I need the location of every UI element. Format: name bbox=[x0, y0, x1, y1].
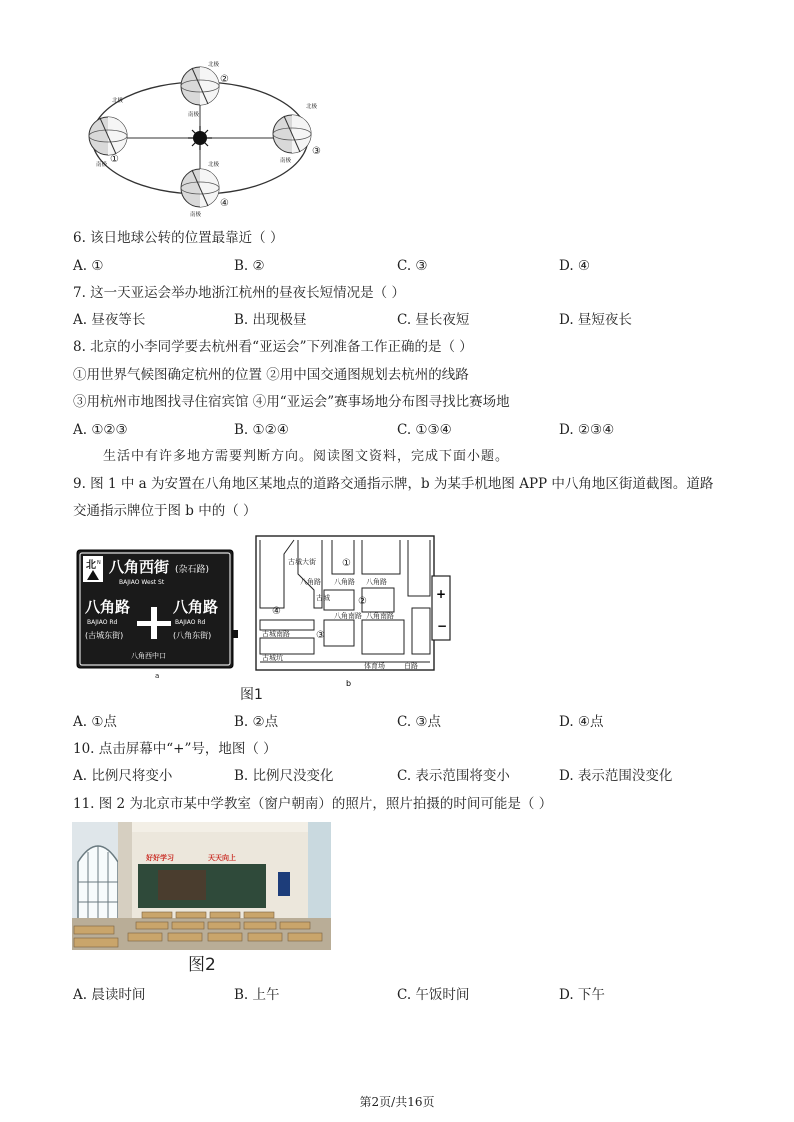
q11-option-b[interactable]: B. 上午 bbox=[234, 987, 280, 1003]
svg-text:①: ① bbox=[110, 154, 119, 165]
zoom-in-icon: + bbox=[436, 587, 447, 601]
svg-text:古城南路: 古城南路 bbox=[262, 630, 290, 638]
street-map-figure bbox=[254, 534, 454, 690]
q10-option-b[interactable]: B. 比例尺没变化 bbox=[234, 768, 334, 784]
q10-option-c[interactable]: C. 表示范围将变小 bbox=[397, 768, 510, 784]
svg-text:(八角东街): (八角东街) bbox=[173, 631, 212, 640]
svg-text:④: ④ bbox=[220, 198, 229, 209]
svg-text:古城大街: 古城大街 bbox=[288, 558, 316, 566]
svg-text:北: 北 bbox=[86, 560, 96, 571]
svg-text:北极: 北极 bbox=[208, 62, 220, 68]
svg-text:BAJIAO Rd: BAJIAO Rd bbox=[175, 619, 206, 626]
zoom-out-icon: − bbox=[437, 619, 448, 633]
q9-option-b[interactable]: B. ②点 bbox=[234, 714, 279, 730]
earth-orbit-figure bbox=[80, 58, 340, 220]
svg-text:天天向上: 天天向上 bbox=[208, 854, 236, 862]
q6-option-a[interactable]: A. ① bbox=[73, 258, 104, 274]
earth-left bbox=[89, 117, 127, 155]
svg-text:③: ③ bbox=[316, 630, 325, 641]
svg-text:八角路: 八角路 bbox=[85, 598, 131, 616]
q8-option-d[interactable]: D. ②③④ bbox=[559, 422, 615, 438]
q8-option-c[interactable]: C. ①③④ bbox=[397, 422, 452, 438]
q9-stem-line2: 交通指示牌位于图 b 中的（ ） bbox=[73, 503, 257, 519]
earth-bottom bbox=[181, 169, 219, 207]
traffic-sign-figure bbox=[75, 548, 240, 680]
svg-text:北极: 北极 bbox=[112, 98, 124, 104]
q6-stem: 6. 该日地球公转的位置最靠近（ ） bbox=[73, 230, 284, 246]
svg-text:古城: 古城 bbox=[316, 594, 330, 602]
svg-text:白路: 白路 bbox=[404, 662, 418, 670]
q6-option-d[interactable]: D. ④ bbox=[559, 258, 591, 274]
q10-option-d[interactable]: D. 表示范围没变化 bbox=[559, 768, 673, 784]
svg-text:③: ③ bbox=[312, 146, 321, 157]
q7-option-b[interactable]: B. 出现极昼 bbox=[234, 312, 307, 328]
earth-right bbox=[273, 115, 311, 153]
q7-stem: 7. 这一天亚运会举办地浙江杭州的昼夜长短情况是（ ） bbox=[73, 285, 405, 301]
svg-text:古城坑: 古城坑 bbox=[262, 654, 283, 662]
q10-stem: 10. 点击屏幕中“+”号，地图（ ） bbox=[73, 741, 277, 757]
q11-stem: 11. 图 2 为北京市某中学教室（窗户朝南）的照片，照片拍摄的时间可能是（ ） bbox=[73, 796, 553, 812]
svg-text:八角西街: 八角西街 bbox=[109, 558, 170, 576]
q8-option-a[interactable]: A. ①②③ bbox=[73, 422, 128, 438]
q9-option-c[interactable]: C. ③点 bbox=[397, 714, 442, 730]
q8-statement-2: ③用杭州市地图找寻住宿宾馆 ④用“亚运会”赛事场地分布图寻找比赛场地 bbox=[73, 394, 510, 410]
q6-option-c[interactable]: C. ③ bbox=[397, 258, 428, 274]
svg-text:八角南路: 八角南路 bbox=[334, 612, 362, 620]
svg-text:南极: 南极 bbox=[280, 158, 292, 164]
svg-text:南极: 南极 bbox=[96, 162, 108, 168]
q7-option-c[interactable]: C. 昼长夜短 bbox=[397, 312, 470, 328]
q11-option-d[interactable]: D. 下午 bbox=[559, 987, 605, 1003]
svg-text:(杂石路): (杂石路) bbox=[175, 565, 210, 575]
q8-option-b[interactable]: B. ①②④ bbox=[234, 422, 289, 438]
q9-stem-line1: 9. 图 1 中 a 为安置在八角地区某地点的道路交通指示牌，b 为某手机地图 APP 中八角地区街道截图。道路 bbox=[73, 476, 714, 492]
figure-1-caption: 图1 bbox=[240, 687, 263, 703]
svg-text:BAJIAO Rd: BAJIAO Rd bbox=[87, 619, 118, 626]
svg-text:八角路: 八角路 bbox=[300, 578, 321, 586]
svg-text:BAJIAO West St: BAJIAO West St bbox=[119, 579, 165, 586]
q7-option-d[interactable]: D. 昼短夜长 bbox=[559, 312, 632, 328]
svg-text:八角南路: 八角南路 bbox=[366, 612, 394, 620]
svg-text:b: b bbox=[346, 679, 352, 688]
reading-intro: 生活中有许多地方需要判断方向。阅读图文资料，完成下面小题。 bbox=[103, 449, 510, 464]
q11-option-c[interactable]: C. 午饭时间 bbox=[397, 987, 470, 1003]
q9-option-a[interactable]: A. ①点 bbox=[73, 714, 117, 730]
svg-text:②: ② bbox=[220, 74, 229, 85]
svg-text:④: ④ bbox=[272, 606, 281, 617]
svg-text:①: ① bbox=[342, 558, 351, 569]
svg-text:南极: 南极 bbox=[188, 112, 200, 118]
q8-stem: 8. 北京的小李同学要去杭州看“亚运会”下列准备工作正确的是（ ） bbox=[73, 339, 473, 355]
q8-statement-1: ①用世界气候图确定杭州的位置 ②用中国交通图规划去杭州的线路 bbox=[73, 367, 469, 383]
svg-text:八角西中口: 八角西中口 bbox=[131, 652, 166, 660]
svg-text:N: N bbox=[97, 560, 101, 566]
earth-top bbox=[181, 67, 219, 105]
svg-text:好好学习: 好好学习 bbox=[146, 854, 174, 862]
svg-text:(古城东街): (古城东街) bbox=[85, 631, 124, 640]
classroom-photo bbox=[72, 822, 331, 950]
svg-text:北极: 北极 bbox=[208, 162, 220, 168]
figure-2-caption: 图2 bbox=[188, 955, 216, 975]
svg-text:八角路: 八角路 bbox=[334, 578, 355, 586]
svg-text:南极: 南极 bbox=[190, 212, 202, 218]
q11-option-a[interactable]: A. 晨读时间 bbox=[73, 987, 146, 1003]
q10-option-a[interactable]: A. 比例尺将变小 bbox=[73, 768, 173, 784]
svg-text:a: a bbox=[155, 672, 160, 680]
svg-text:体育场: 体育场 bbox=[364, 662, 385, 670]
q6-option-b[interactable]: B. ② bbox=[234, 258, 265, 274]
page-footer: 第2页/共16页 bbox=[359, 1095, 435, 1109]
svg-text:八角路: 八角路 bbox=[173, 598, 219, 616]
svg-text:②: ② bbox=[358, 596, 367, 607]
q7-option-a[interactable]: A. 昼夜等长 bbox=[73, 312, 146, 328]
svg-text:八角路: 八角路 bbox=[366, 578, 387, 586]
q9-option-d[interactable]: D. ④点 bbox=[559, 714, 604, 730]
svg-text:北极: 北极 bbox=[306, 104, 318, 110]
